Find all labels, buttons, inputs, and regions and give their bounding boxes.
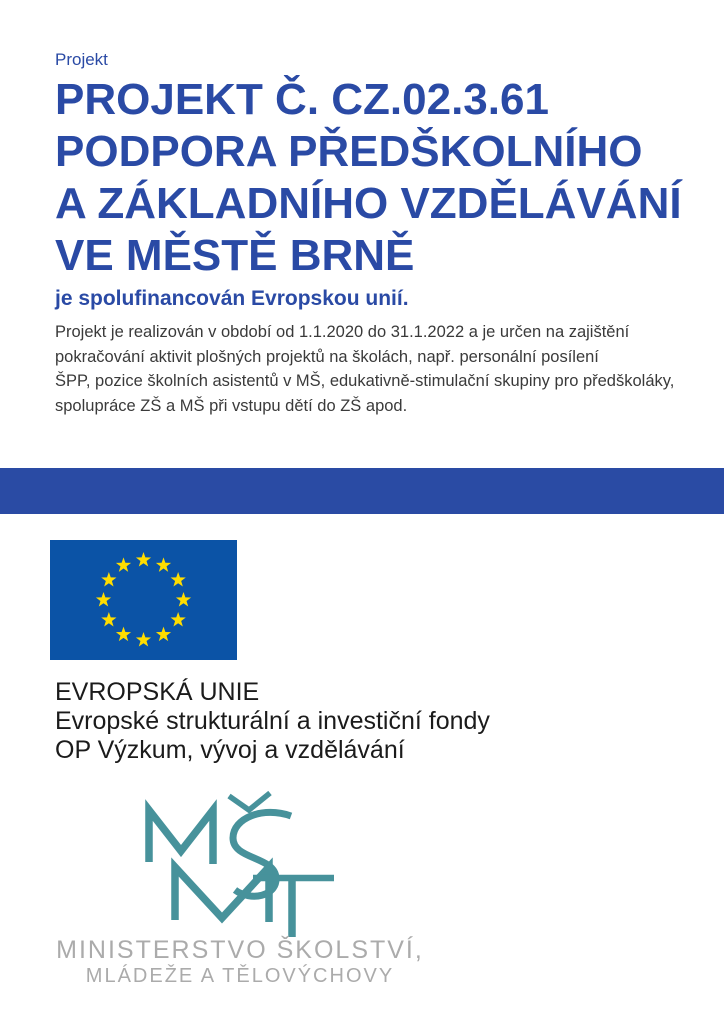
page-title [55,74,682,282]
description-line-4: spolupráce ZŠ a MŠ při vstupu dětí do ZŠ apod. [55,396,408,415]
title-line-3: A ZÁKLADNÍHO VZDĚLÁVÁNÍ [55,179,682,228]
title-line-1: PROJEKT Č. CZ.02.3.61 [55,75,549,124]
title-line-2: PODPORA PŘEDŠKOLNÍHO [55,127,643,176]
eu-flag-icon [50,540,237,660]
ministry-name [30,936,450,988]
blue-divider-band [0,468,724,514]
logo-letter-m1 [149,810,213,864]
description-line-3: ŠPP, pozice školních asistentů v MŠ, edukativně-stimulační skupiny pro předškoláky, [55,372,675,390]
logo-caron [229,793,270,810]
eu-branding-text [55,678,490,765]
ministry-line-1: MINISTERSTVO ŠKOLSTVÍ, [56,936,424,964]
kicker-label: Projekt [55,50,108,69]
eu-line-3: OP Výzkum, vývoj a vzdělávání [55,736,405,764]
eu-line-1: EVROPSKÁ UNIE [55,678,260,706]
eu-line-2: Evropské strukturální a investiční fondy [55,707,490,735]
ministry-line-2: MLÁDEŽE A TĚLOVÝCHOVY [85,965,395,987]
description-line-1: Projekt je realizován v období od 1.1.2020 do 31.1.2022 a je určen na zajištění [55,323,630,341]
title-line-4: VE MĚSTĚ BRNĚ [55,231,415,280]
logo-letter-s [233,812,291,896]
msmt-ministry-logo-icon [125,788,345,943]
description-line-2: pokračování aktivit plošných projektů na školách, např. personální posílení [55,347,599,366]
cofinancing-subtitle: je spolufinancován Evropskou unií. [55,287,409,310]
project-description [55,320,674,418]
